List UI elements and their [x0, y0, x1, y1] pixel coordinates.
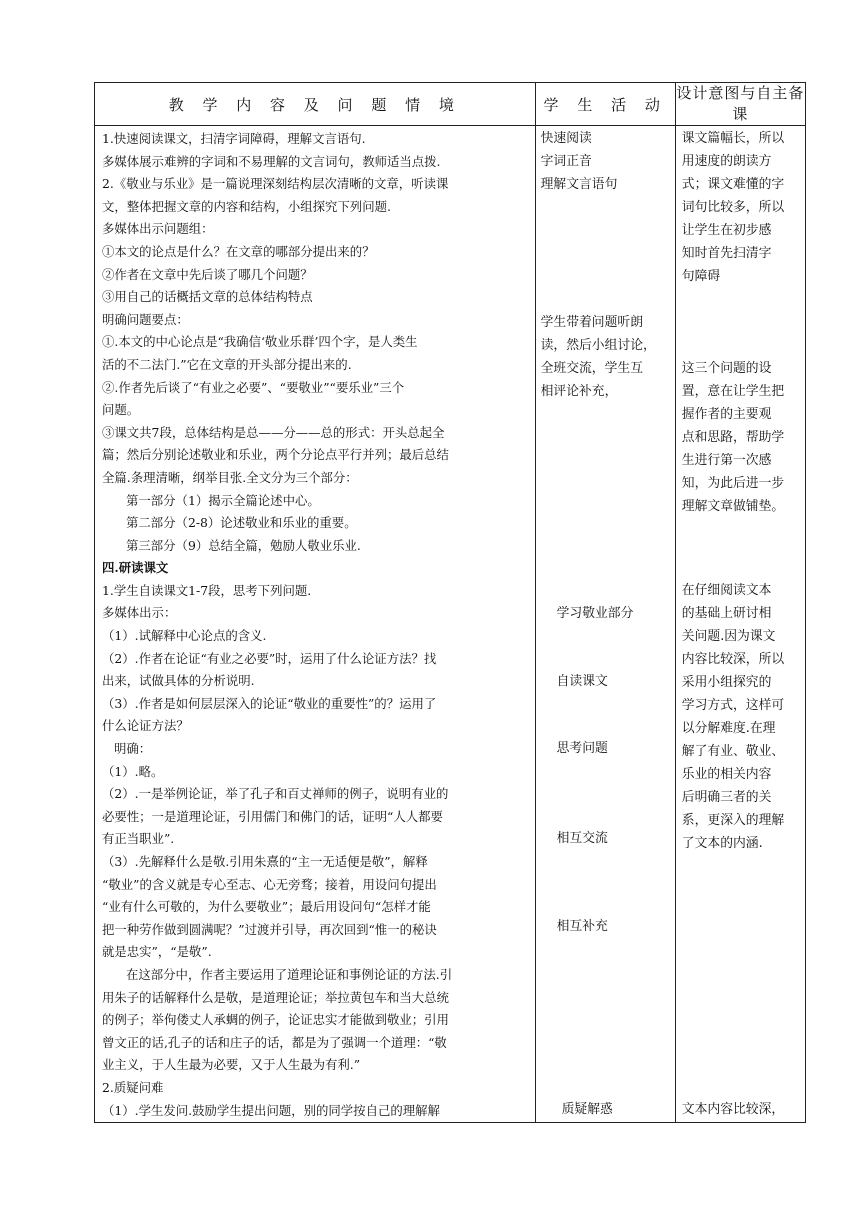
content-line: 第三部分（9）总结全篇，勉励人敬业乐业. [126, 537, 361, 553]
content-line: 四.研读课文 [102, 560, 169, 576]
content-line: 就是忠实”，“是敬”. [102, 944, 212, 960]
header-design: 设计意图与自主备课 [675, 83, 805, 126]
content-line: 2.《敬业与乐业》是一篇说理深刻结构层次清晰的文章，听读课 [102, 176, 449, 192]
design-line: 内容比较深，所以 [681, 652, 785, 667]
activity-line: 相互补充 [556, 919, 608, 934]
content-line: 第二部分（2-8）论述敬业和乐业的重要。 [126, 515, 357, 531]
content-line: 必要性；一是道理论证，引用儒门和佛门的话，证明“人人都要 [102, 808, 443, 824]
content-line: 多媒体展示难辨的字词和不易理解的文言词句，教师适当点拨. [102, 153, 441, 169]
content-line: 2.质疑问难 [102, 1079, 164, 1095]
activity-line: 理解文言语句 [540, 177, 618, 192]
content-line: ②.作者先后谈了“有业之必要”、“要敬业”“要乐业”三个 [102, 379, 405, 395]
activity-line: 快速阅读 [540, 131, 592, 146]
content-line: 出来，试做具体的分析说明. [102, 673, 255, 689]
design-line: 以分解难度.在理 [681, 721, 776, 736]
content-column [95, 126, 535, 1122]
content-line: 的例子；举佝偻丈人承蜩的例子，论证忠实才能做到敬业；引用 [102, 1012, 449, 1028]
activity-line: 读，然后小组讨论， [540, 338, 656, 353]
header-content: 教 学 内 容 及 问 题 情 境 [95, 83, 536, 126]
content-line: 曾文正的话,孔子的话和庄子的话，都是为了强调一个道理：“敬 [102, 1034, 447, 1050]
content-line: （1）.略。 [102, 763, 164, 779]
design-line: 了文本的内涵. [681, 836, 763, 851]
activity-line: 自读课文 [556, 674, 608, 689]
content-line: 有正当职业”. [102, 831, 175, 847]
design-line: 生进行第一次感 [681, 453, 772, 468]
lesson-plan-table [94, 82, 806, 1123]
design-line: 握作者的主要观 [681, 407, 772, 422]
activity-line: 质疑解惑 [561, 1102, 613, 1117]
content-line: 篇；然后分别论述敬业和乐业，两个分论点平行并列；最后总结 [102, 447, 449, 463]
content-line: （3）.作者是如何层层深入的论证“敬业的重要性”的？运用了 [102, 695, 437, 711]
design-cell [675, 126, 805, 1123]
content-line: 用朱子的话解释什么是敬，是道理论证；举拉黄包车和当大总统 [102, 989, 449, 1005]
activity-line: 相评论补充， [540, 384, 618, 399]
content-line: 什么论证方法？ [102, 718, 189, 734]
design-line: 知，为此后进一步 [681, 476, 785, 491]
content-line: ①.本文的中心论点是“我确信‘敬业乐群’四个字，是人类生 [102, 334, 418, 350]
design-line: 文本内容比较深， [681, 1102, 785, 1117]
content-line: （1）.学生发问.鼓励学生提出问题，别的同学按自己的理解解 [102, 1102, 440, 1118]
design-line: 关问题.因为课文 [681, 629, 776, 644]
content-line: （2）.作者在论证“有业之必要”时，运用了什么论证方法？找 [102, 650, 437, 666]
content-line: ②作者在文章中先后谈了哪几个问题？ [102, 266, 313, 282]
content-line: ③用自己的话概括文章的总体结构特点 [102, 289, 313, 305]
content-line: 多媒体出示： [102, 605, 177, 621]
design-line: 置，意在让学生把 [681, 384, 785, 399]
content-line: 1.快速阅读课文，扫清字词障碍，理解文言语句. [102, 131, 366, 146]
design-line: 理解文章做铺垫。 [681, 499, 785, 514]
content-line: 活的不二法门.”它在文章的开头部分提出来的. [102, 356, 352, 372]
content-line: 第一部分（1）揭示全篇论述中心。 [126, 492, 320, 508]
content-line: （2）.一是举例论证，举了孔子和百丈禅师的例子，说明有业的 [102, 786, 449, 802]
design-line: 系，更深入的理解 [681, 813, 785, 828]
design-line: 用速度的朗读方 [681, 154, 772, 169]
content-line: “业有什么可敬的，为什么要敬业”；最后用设问句“怎样才能 [102, 899, 431, 915]
design-line: 后明确三者的关 [681, 790, 772, 805]
design-line: 的基础上研讨相 [681, 606, 772, 621]
activity-cell [535, 126, 675, 1123]
content-line: 明确问题要点： [102, 311, 189, 327]
content-line: 业主义，于人生最为必要，又于人生最为有利.” [102, 1057, 361, 1073]
content-line: 多媒体出示问题组： [102, 221, 214, 237]
header-activity: 学 生 活 动 [535, 83, 675, 126]
content-line: 文，整体把握文章的内容和结构，小组探究下列问题. [102, 198, 391, 214]
content-line: 1.学生自读课文1-7段，思考下列问题. [102, 582, 312, 598]
content-line: （1）.试解释中心论点的含义. [102, 628, 267, 644]
content-line: 问题。 [102, 402, 140, 418]
design-line: 采用小组探究的 [681, 675, 772, 690]
content-line: ①本文的论点是什么？在文章的哪部分提出来的？ [102, 243, 375, 259]
design-line: 学习方式，这样可 [681, 698, 785, 713]
activity-line: 思考问题 [556, 741, 608, 756]
design-line: 点和思路，帮助学 [681, 430, 785, 445]
content-line: （3）.先解释什么是敬.引用朱熹的“主一无适便是敬”，解释 [102, 854, 428, 869]
activity-column [536, 126, 675, 1117]
activity-line: 全班交流，学生互 [540, 361, 643, 376]
content-row [95, 126, 806, 1123]
content-line: 明确： [114, 741, 152, 757]
activity-line: 学习敬业部分 [556, 606, 634, 621]
content-line: “敬业”的含义就是专心至志、心无旁骛；接着，用设问句提出 [102, 876, 437, 892]
design-line: 这三个问题的设 [681, 361, 772, 376]
activity-line: 相互交流 [556, 831, 608, 846]
content-line: ③课文共7段，总体结构是总——分——总的形式：开头总起全 [102, 424, 445, 440]
design-line: 让学生在初步感 [681, 223, 772, 238]
design-line: 句障碍 [681, 269, 721, 284]
design-line: 词句比较多，所以 [681, 200, 785, 215]
design-line: 乐业的相关内容 [681, 767, 772, 782]
design-column [676, 126, 805, 1117]
design-line: 式；课文难懂的字 [681, 177, 785, 192]
content-cell [95, 126, 536, 1123]
header-row [95, 83, 806, 126]
design-line: 在仔细阅读文本 [681, 583, 772, 598]
activity-line: 字词正音 [540, 154, 592, 169]
design-line: 课文篇幅长，所以 [681, 131, 785, 146]
content-line: 把一种劳作做到圆满呢？”过渡并引导，再次回到“惟一的秘诀 [102, 921, 437, 937]
content-line: 全篇.条理清晰，纲举目张.全文分为三个部分： [102, 469, 358, 485]
content-line: 在这部分中，作者主要运用了道理论证和事例论证的方法.引 [126, 966, 453, 982]
design-line: 解了有业、敬业、 [681, 744, 785, 759]
design-line: 知时首先扫清字 [681, 246, 772, 261]
activity-line: 学生带着问题听朗 [540, 315, 643, 330]
